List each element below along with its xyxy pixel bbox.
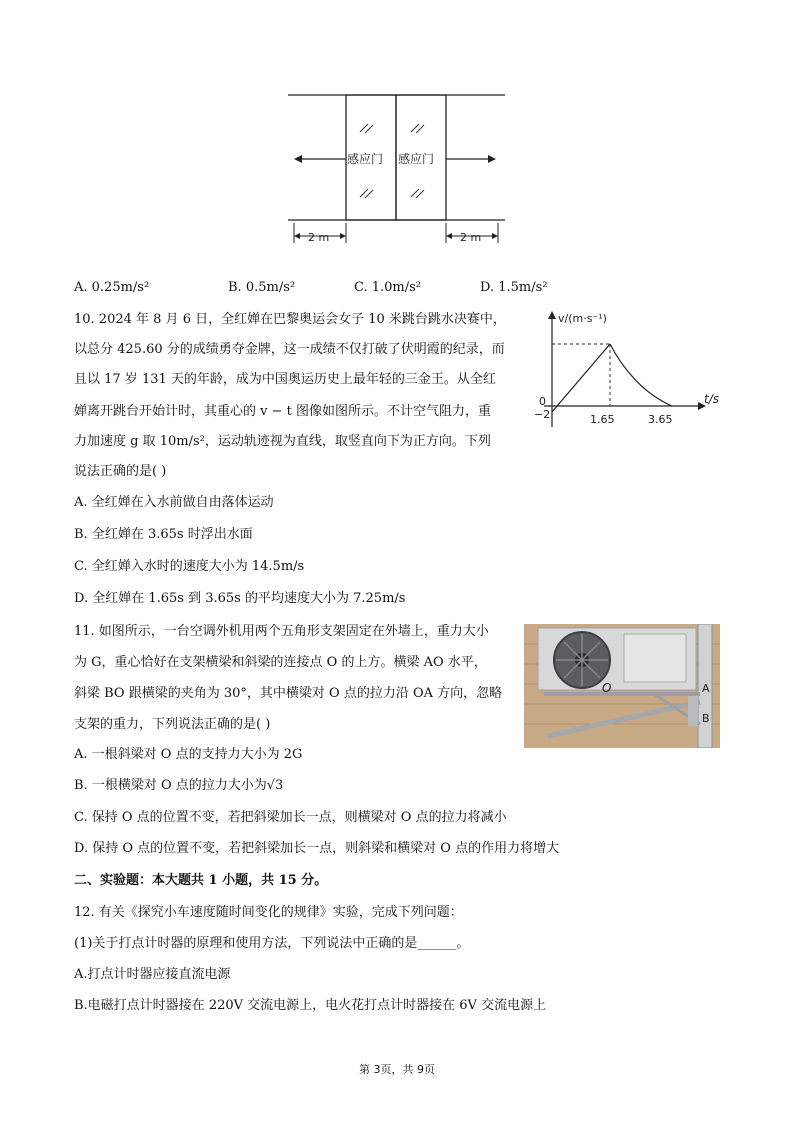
q11-line-1: 11. 如图所示，一台空调外机用两个五角形支架固定在外墙上，重力大小 bbox=[74, 624, 489, 639]
q10-option-a: A. 全红婵在入水前做自由落体运动 bbox=[74, 495, 274, 510]
door-label-right: 感应门 bbox=[398, 152, 435, 166]
q11-option-d: D. 保持 O 点的位置不变，若把斜梁加长一点，则斜梁和横梁对 O 点的作用力将增大 bbox=[74, 841, 560, 856]
dim-left: 2 m bbox=[308, 231, 330, 244]
q11-line-2: 为 G，重心恰好在支架横梁和斜梁的连接点 O 的上方。横梁 AO 水平， bbox=[74, 655, 487, 670]
photo-label-a: A bbox=[702, 682, 710, 695]
q12-option-b: B.电磁打点计时器接在 220V 交流电源上，电火花打点计时器接在 6V 交流电源上 bbox=[74, 998, 547, 1013]
vt-decay-curve bbox=[610, 344, 672, 406]
section-2-heading: 二、实验题：本大题共 1 小题，共 15 分。 bbox=[74, 873, 328, 888]
q11-option-a: A. 一根斜梁对 O 点的支持力大小为 2G bbox=[74, 747, 303, 762]
q10-line-4: 婵离开跳台开始计时，其重心的 v − t 图像如图所示。不计空气阻力，重 bbox=[74, 404, 491, 419]
q10-option-b: B. 全红婵在 3.65s 时浮出水面 bbox=[74, 527, 253, 542]
tick-2-label: 3.65 bbox=[648, 413, 673, 426]
q10-line-6: 说法正确的是( ) bbox=[74, 464, 167, 479]
q10-option-c: C. 全红婵入水时的速度大小为 14.5m/s bbox=[74, 559, 305, 574]
air-conditioner-photo bbox=[524, 624, 720, 748]
page-footer: 第 3页，共 9页 bbox=[359, 1063, 435, 1076]
q9-option-b: B. 0.5m/s² bbox=[228, 280, 296, 295]
x-axis-label: t/s bbox=[704, 392, 719, 406]
neg-tick-label: −2 bbox=[534, 408, 551, 421]
q11-line-4: 支架的重力，下列说法正确的是( ) bbox=[74, 717, 271, 732]
origin-label: 0 bbox=[539, 395, 546, 408]
vt-rising-segment bbox=[552, 344, 610, 412]
q9-option-c: C. 1.0m/s² bbox=[354, 280, 422, 295]
tick-1-label: 1.65 bbox=[590, 413, 615, 426]
door-figure bbox=[280, 85, 520, 255]
q11-option-c: C. 保持 O 点的位置不变，若把斜梁加长一点，则横梁对 O 点的拉力将减小 bbox=[74, 810, 507, 825]
q10-line-3: 且以 17 岁 131 天的年龄，成为中国奥运历史上最年轻的三金王。从全红 bbox=[74, 372, 496, 387]
q10-line-2: 以总分 425.60 分的成绩勇夺金牌，这一成绩不仅打破了伏明霞的纪录，而 bbox=[74, 342, 505, 357]
photo-label-b: B bbox=[702, 712, 710, 725]
q10-line-1: 10. 2024 年 8 月 6 日，全红婵在巴黎奥运会女子 10 米跳台跳水决赛中， bbox=[74, 312, 506, 327]
photo-label-o: O bbox=[602, 681, 612, 695]
q9-option-a: A. 0.25m/s² bbox=[74, 280, 150, 295]
q10-line-5: 力加速度 g 取 10m/s²，运动轨迹视为直线，取竖直向下为正方向。下列 bbox=[74, 434, 491, 449]
q12-line-1: 12. 有关《探究小车速度随时间变化的规律》实验，完成下列问题： bbox=[74, 905, 463, 920]
dim-right: 2 m bbox=[460, 231, 482, 244]
q9-option-d: D. 1.5m/s² bbox=[480, 280, 548, 295]
q10-option-d: D. 全红婵在 1.65s 到 3.65s 的平均速度大小为 7.25m/s bbox=[74, 591, 406, 606]
y-axis-label: v/(m·s⁻¹) bbox=[558, 312, 607, 325]
q12-line-2: (1)关于打点计时器的原理和使用方法，下列说法中正确的是______。 bbox=[74, 936, 470, 951]
q11-option-b: B. 一根横梁对 O 点的拉力大小为√3 bbox=[74, 778, 284, 793]
door-label-left: 感应门 bbox=[347, 152, 384, 166]
q12-option-a: A.打点计时器应接直流电源 bbox=[74, 967, 231, 982]
q11-line-3: 斜梁 BO 跟横梁的夹角为 30°，其中横梁对 O 点的拉力沿 OA 方向，忽略 bbox=[74, 686, 503, 701]
vt-graph bbox=[530, 305, 730, 435]
